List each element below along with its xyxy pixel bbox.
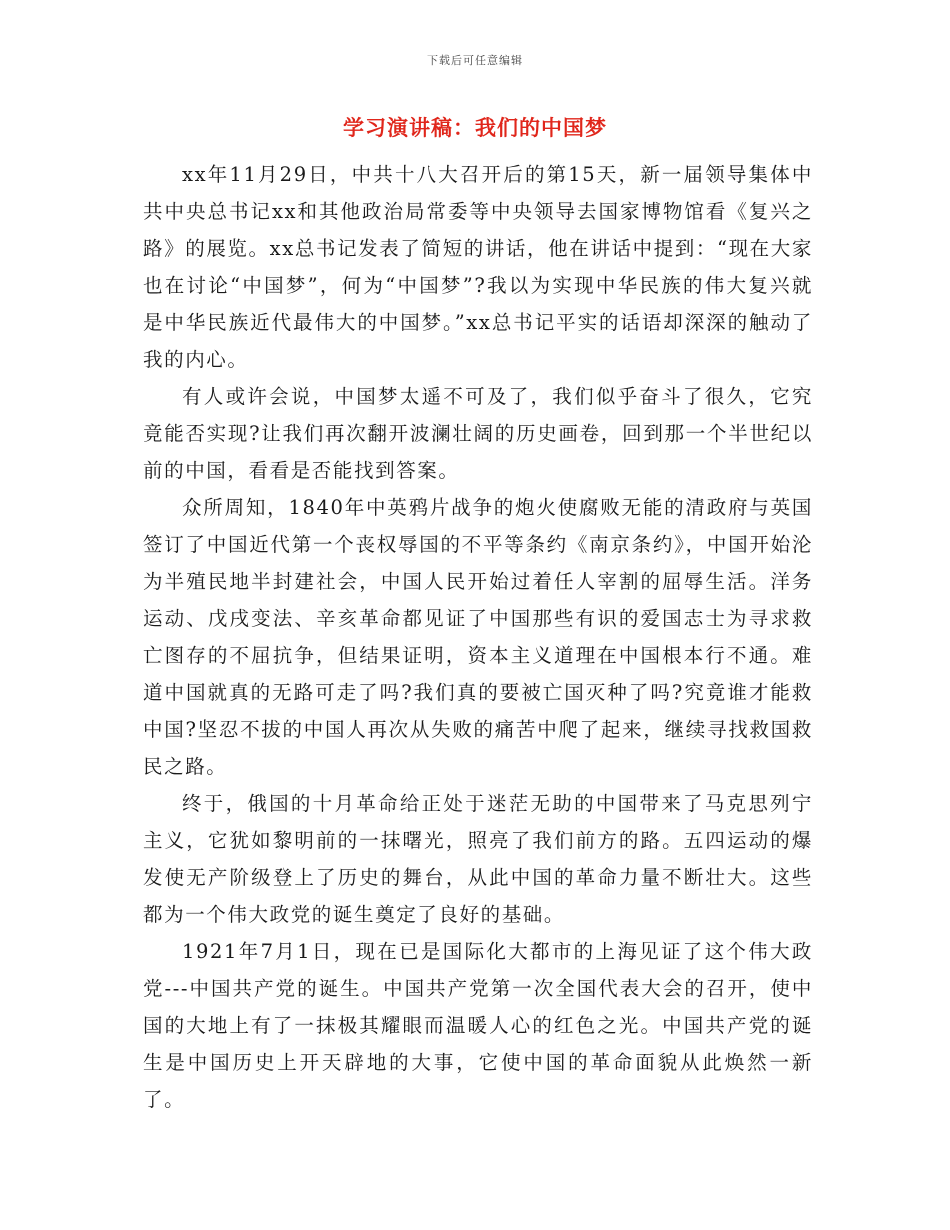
document-body: [143, 156, 813, 1118]
document-title: 学习演讲稿：我们的中国梦: [343, 116, 607, 140]
paragraph-5: 1921年7月1日，现在已是国际化大都市的上海见证了这个伟大政党---中国共产党的诞生。中国共产党第一次全国代表大会的召开，使中国的大地上有了一抹极其耀眼而温暖人心的红色之光。中国共产党的诞生是中国历史上开天辟地的大事，它使中国的革命面貌从此焕然一新了。: [143, 940, 813, 1111]
paragraph-1: xx年11月29日，中共十八大召开后的第15天，新一届领导集体中共中央总书记xx和其他政治局常委等中央领导去国家博物馆看《复兴之路》的展览。xx总书记发表了简短的讲话，他在讲话中提到：“现在大家也在讨论“中国梦”，何为“中国梦”?我以为实现中华民族的伟大复兴就是中华民族近代最伟大的中国梦。”xx总书记平实的话语却深深的触动了我的内心。: [143, 163, 813, 371]
header-note: 下载后可任意编辑: [427, 54, 523, 67]
paragraph-3: 众所周知，1840年中英鸦片战争的炮火使腐败无能的清政府与英国签订了中国近代第一个丧权辱国的不平等条约《南京条约》，中国开始沦为半殖民地半封建社会，中国人民开始过着任人宰割的屈辱生活。洋务运动、戊戌变法、辛亥革命都见证了中国那些有识的爱国志士为寻求救亡图存的不屈抗争，但结果证明，资本主义道理在中国根本行不通。难道中国就真的无路可走了吗?我们真的要被亡国灭种了吗?究竟谁才能救中国?坚忍不拔的中国人再次从失败的痛苦中爬了起来，继续寻找救国救民之路。: [143, 496, 813, 778]
paragraph-4: 终于，俄国的十月革命给正处于迷茫无助的中国带来了马克思列宁主义，它犹如黎明前的一抹曙光，照亮了我们前方的路。五四运动的爆发使无产阶级登上了历史的舞台，从此中国的革命力量不断壮大。这些都为一个伟大政党的诞生奠定了良好的基础。: [143, 792, 813, 926]
paragraph-2: 有人或许会说，中国梦太遥不可及了，我们似乎奋斗了很久，它究竟能否实现?让我们再次翻开波澜壮阔的历史画卷，回到那一个半世纪以前的中国，看看是否能找到答案。: [143, 385, 813, 482]
